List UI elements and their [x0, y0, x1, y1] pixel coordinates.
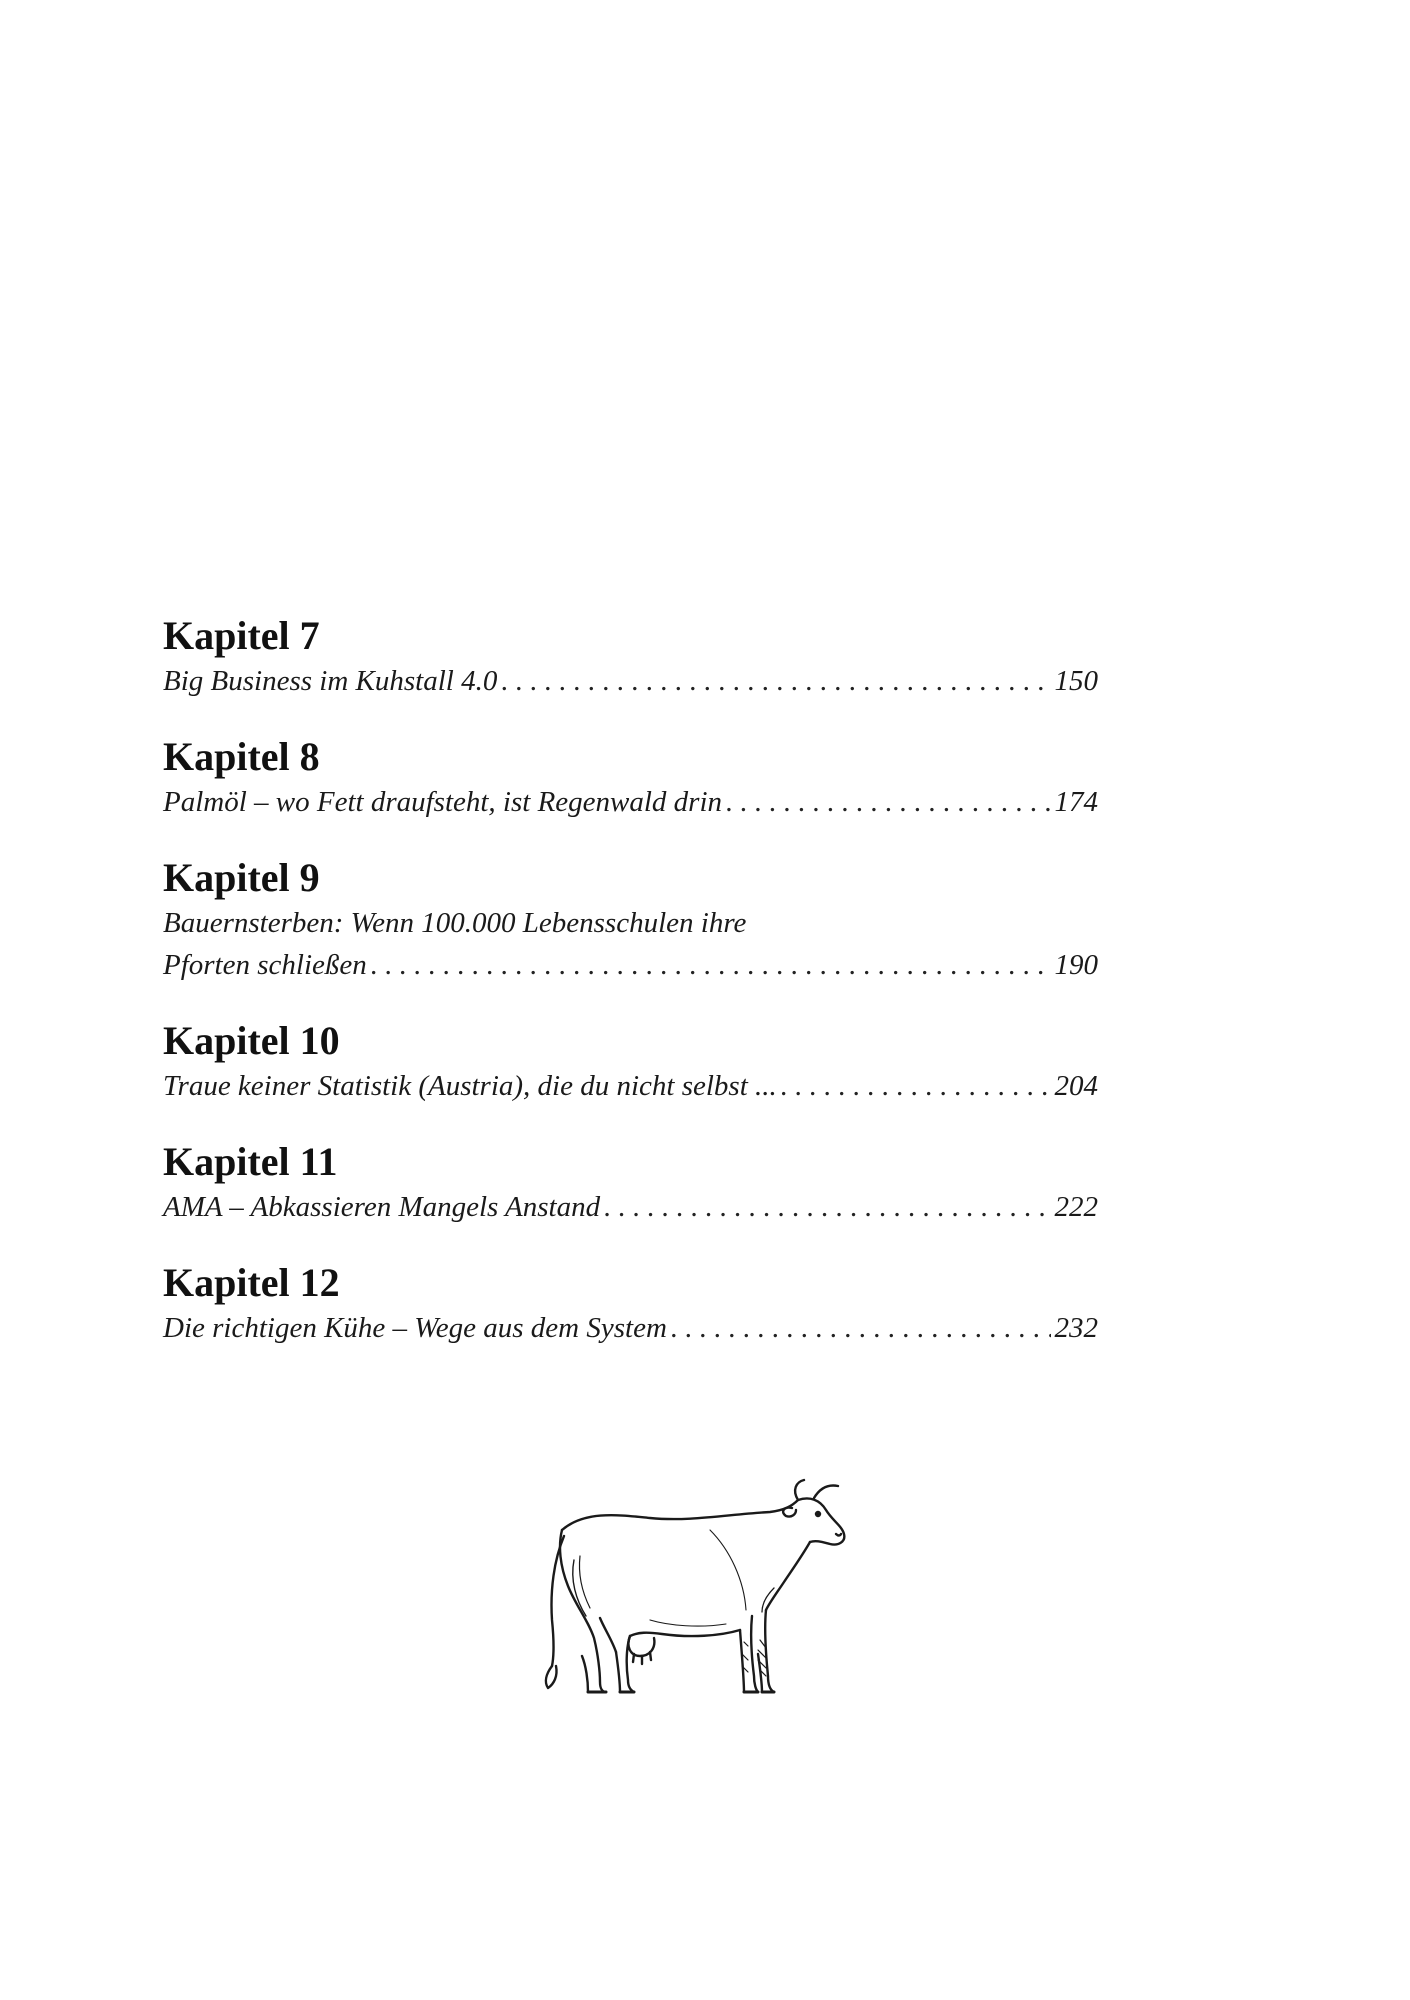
- toc-chapter-11: [163, 1138, 1098, 1228]
- toc-chapter-12: [163, 1259, 1098, 1349]
- toc-chapter-9: [163, 854, 1098, 986]
- cow-illustration-icon: [530, 1470, 870, 1710]
- chapter-title-line-1[interactable]: Bauernsterben: Wenn 100.000 Lebensschulen ihre: [163, 907, 747, 939]
- chapter-heading: Kapitel 11: [163, 1139, 338, 1184]
- dot-leader: [501, 660, 1050, 702]
- chapter-heading: Kapitel 9: [163, 855, 320, 900]
- toc-entry[interactable]: [163, 1186, 1098, 1228]
- chapter-heading: Kapitel 8: [163, 734, 320, 779]
- page-number: 150: [1054, 665, 1098, 697]
- toc-entry[interactable]: [163, 944, 1098, 986]
- chapter-heading: Kapitel 7: [163, 613, 320, 658]
- dot-leader: [604, 1186, 1050, 1228]
- page-number: 174: [1054, 786, 1098, 818]
- page-number: 190: [1054, 949, 1098, 981]
- chapter-title: Traue keiner Statistik (Austria), die du nicht selbst ...: [163, 1070, 777, 1102]
- chapter-title: Pforten schließen: [163, 949, 367, 981]
- dot-leader: [781, 1065, 1051, 1107]
- page-number: 232: [1054, 1312, 1098, 1344]
- chapter-heading: Kapitel 10: [163, 1018, 340, 1063]
- toc-entry[interactable]: [163, 660, 1098, 702]
- chapter-title: Palmöl – wo Fett draufsteht, ist Regenwald drin: [163, 786, 723, 818]
- toc-entry[interactable]: [163, 1307, 1098, 1349]
- chapter-title: AMA – Abkassieren Mangels Anstand: [163, 1191, 601, 1223]
- page-number: 204: [1054, 1070, 1098, 1102]
- chapter-heading: Kapitel 12: [163, 1260, 340, 1305]
- toc-entry[interactable]: [163, 781, 1098, 823]
- toc-entry[interactable]: [163, 1065, 1098, 1107]
- dot-leader: [726, 781, 1050, 823]
- chapter-title: Big Business im Kuhstall 4.0: [163, 665, 498, 697]
- dot-leader: [371, 944, 1051, 986]
- chapter-title: Die richtigen Kühe – Wege aus dem System: [163, 1312, 667, 1344]
- toc-chapter-8: [163, 733, 1098, 823]
- toc-chapter-7: [163, 612, 1098, 702]
- page-number: 222: [1054, 1191, 1098, 1223]
- toc-chapter-10: [163, 1017, 1098, 1107]
- dot-leader: [671, 1307, 1051, 1349]
- table-of-contents: [163, 612, 1098, 1380]
